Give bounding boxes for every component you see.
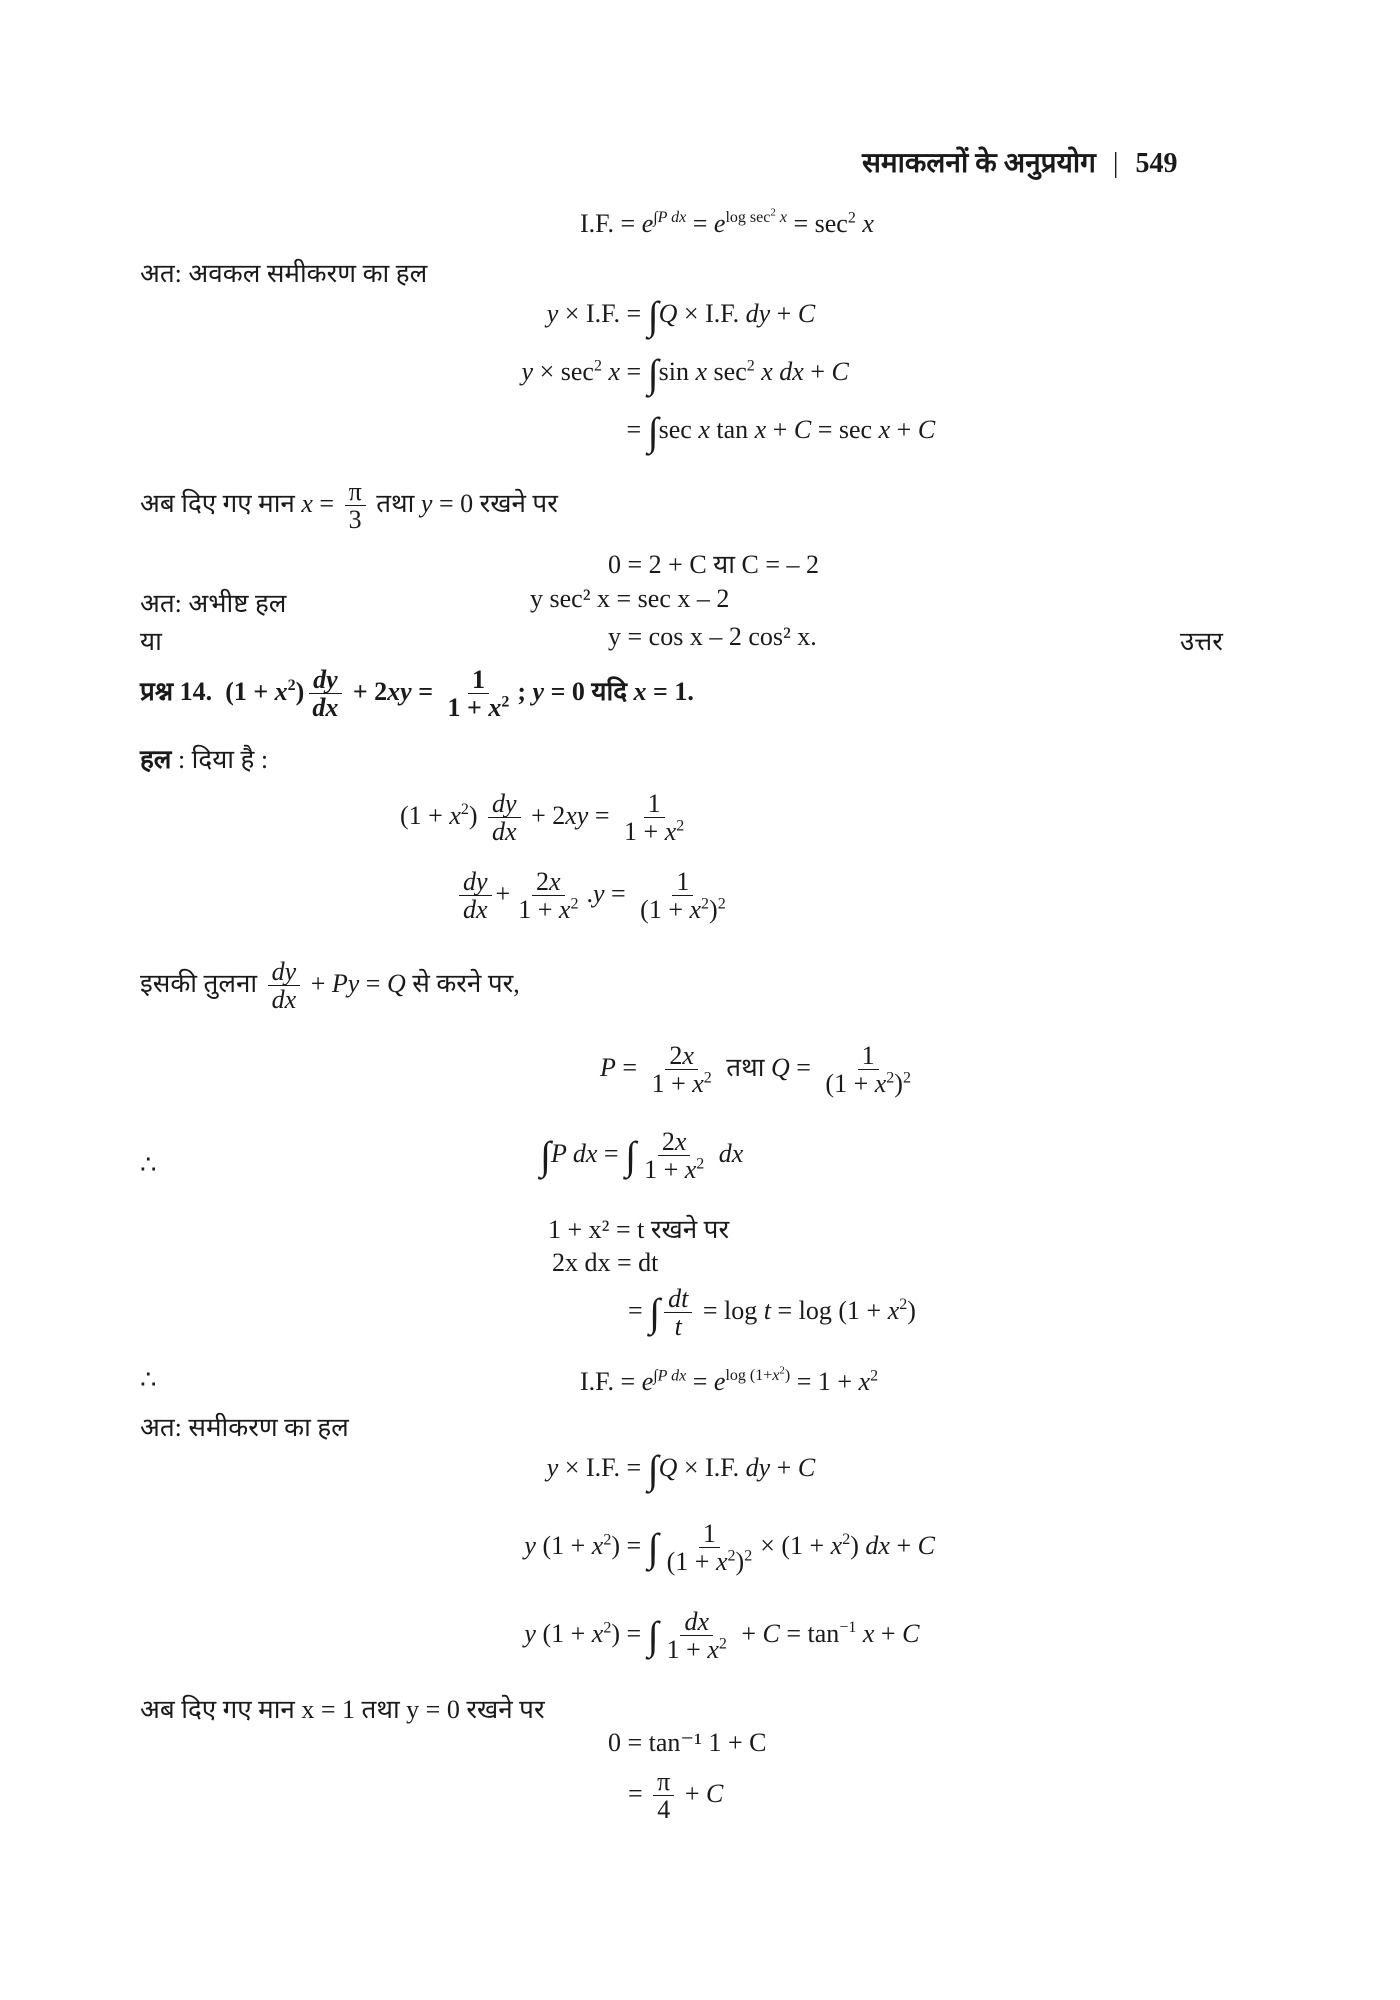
equation-final: y = cos x – 2 cos² x. <box>608 622 817 651</box>
solution-eq5: y $(1 + x^2)$ = ∫ $\frac{dx}{1 + x^2}$ + $C = \tan^{-1} x + C$ <box>524 1607 920 1665</box>
therefore-symbol-2: ∴ <box>140 1365 157 1394</box>
substitute-line-2: अब दिए गए मान x = 1 तथा y = 0 रखने पर <box>140 1695 545 1724</box>
page-number: 549 <box>1135 148 1178 179</box>
header-title: समाकलनों के अनुप्रयोग <box>862 148 1096 179</box>
solution-eq1: $(1 + x^2)$ $\frac{dy}{dx}$ + 2xy = $\frac{1}{1 + x^2}$ <box>400 789 685 847</box>
solution-eq4: y $(1 + x^2)$ = ∫ $\frac{1}{(1 + x^2)^2}$ × $(1 + x^2)$ dx + C <box>524 1519 935 1577</box>
substitution: 1 + x² = t रखने पर <box>548 1215 730 1244</box>
p-q-values: P = $\frac{2x}{1 + x^2}$ तथा Q = $\frac{1}{(1 + x^2)^2}$ <box>600 1041 911 1099</box>
differential: 2x dx = dt <box>552 1248 659 1277</box>
equation-y-if: y × I.F. = ∫Q × I.F. dy + C <box>546 293 816 338</box>
compare-line: इसकी तुलना $\frac{dy}{dx}$ + Py = Q से करने पर, <box>140 957 520 1015</box>
solution-label: हल : दिया है : <box>140 745 269 774</box>
question-14: प्रश्न 14. $(1 + x^2)$ $\frac{dy}{dx}$ + 2xy = $\frac{1}{1 + x^2}$ ; y = 0 यदि x = 1. <box>140 665 694 723</box>
answer-label: उत्तर <box>1180 627 1223 656</box>
solution-eq7: = $\frac{\pi}{4}$ + C <box>628 1767 724 1825</box>
question-label: प्रश्न 14. <box>140 676 213 706</box>
label-or: या <box>140 627 162 656</box>
label-required-solution: अत: अभीष्ट हल <box>140 589 287 618</box>
integral-result: = ∫ $\frac{dt}{t}$ = $\log t = \log (1 + x^2)$ <box>628 1284 916 1342</box>
integral-p: ∫P dx = ∫ $\frac{2x}{1 + x^2}$ dx <box>540 1127 744 1185</box>
label-equation-solution: अत: समीकरण का हल <box>140 1413 349 1442</box>
equation-sec-tan: = ∫sec x tan x + C = sec x + C <box>620 409 936 454</box>
substitute-line-1: अब दिए गए मान x = $\frac{\pi}{3}$ तथा y = 0 रखने पर <box>140 477 558 535</box>
solution-eq2: $\frac{dy}{dx}$ + $\frac{2x}{1 + x^2}$ .y = $\frac{1}{(1 + x^2)^2}$ <box>455 868 734 924</box>
therefore-symbol-1: ∴ <box>140 1150 157 1179</box>
running-header <box>862 143 1177 181</box>
solution-eq3: y × I.F. = ∫Q × I.F. dy + C <box>546 1447 816 1492</box>
equation-y-sec: $y \times \sec^2 x = \int\sin$ x $\sec^2 x$ dx + C <box>521 351 849 396</box>
equation-required: y sec² x = sec x – 2 <box>530 584 730 613</box>
equation-c-value: 0 = 2 + C या C = – 2 <box>608 550 819 579</box>
header-separator: | <box>1112 148 1119 179</box>
if-equation-2: I.F. = $e^{\int P dx} = e^{log (1+x^2)} = 1 + x^2$ <box>580 1365 879 1396</box>
if-equation: I.F. = $e^{\int P dx} = e^{log sec^2 x} = \sec^2 x$ <box>580 207 874 238</box>
solution-eq6: 0 = tan⁻¹ 1 + C <box>608 1728 767 1757</box>
label-differential-solution: अत: अवकल समीकरण का हल <box>140 259 428 288</box>
